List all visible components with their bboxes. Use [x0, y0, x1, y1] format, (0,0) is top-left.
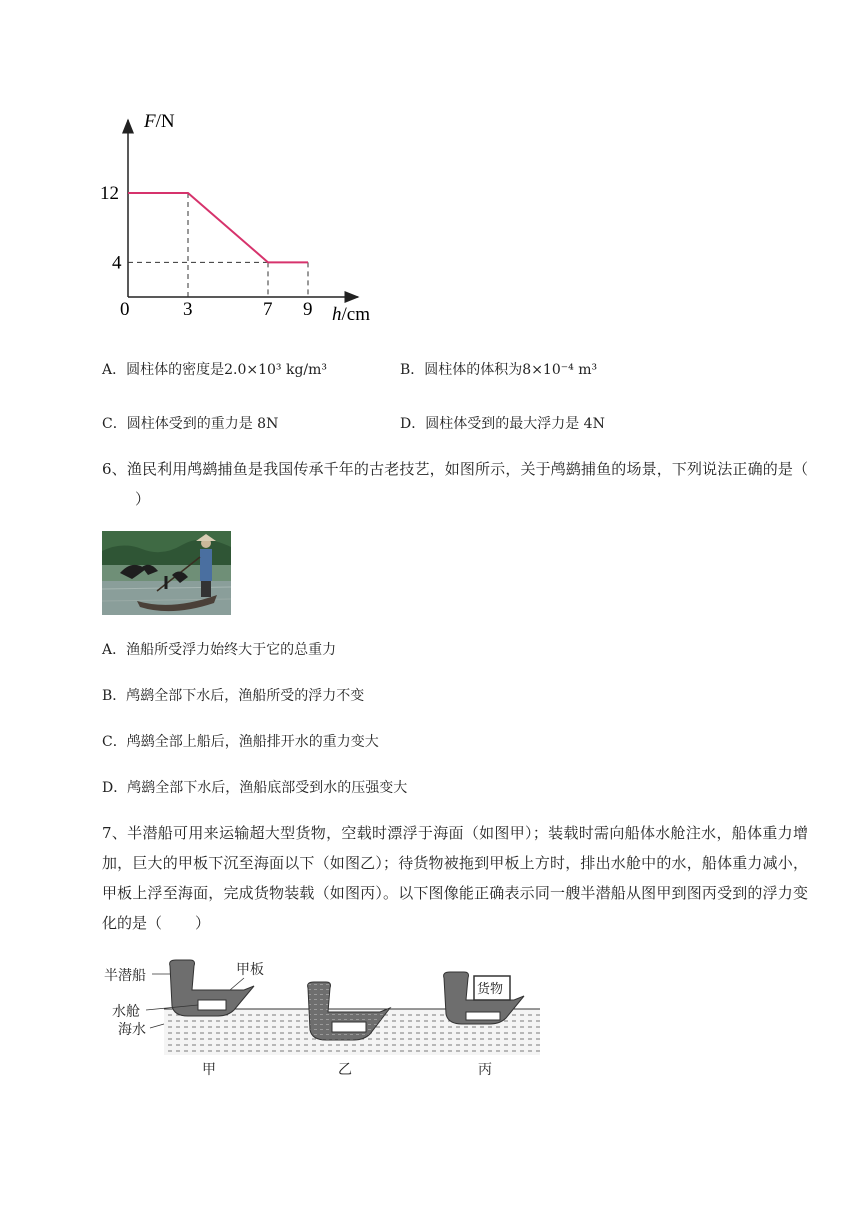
label-ship: 半潜船 — [104, 969, 146, 984]
x-tick-label: 9 — [303, 299, 313, 320]
y-tick-label: 12 — [100, 182, 119, 204]
q6-stem: 6、渔民利用鸬鹚捕鱼是我国传承千年的古老技艺，如图所示，关于鸬鹚捕鱼的场景，下列说法正确的是（） — [102, 460, 808, 508]
q6-option-b[interactable]: B．鸬鹚全部下水后，渔船所受的浮力不变 — [102, 688, 365, 704]
q5-option-d[interactable]: D．圆柱体受到的最大浮力是 4N — [400, 416, 605, 432]
q6-option-a[interactable]: A．渔船所受浮力始终大于它的总重力 — [102, 642, 337, 658]
x-axis-label: h/cm — [332, 304, 370, 325]
label-deck: 甲板 — [236, 963, 264, 978]
q7-stem: 7、半潜船可用来运输超大型货物，空载时漂浮于海面（如图甲）；装载时需向船体水舱注水，船体重力增加，巨大的甲板下沉至海面以下（如图乙）；待货物被拖到甲板上方时，排出水舱中的水，船体重力减小，甲板上浮至海面，完成货物装载（如图丙）。以下图像能正确表示同一艘半潜船从图甲到图丙受到的浮力变化的是（ ） — [102, 824, 808, 932]
force-depth-graph — [100, 104, 390, 330]
q5-option-c[interactable]: C．圆柱体受到的重力是 8N — [102, 416, 279, 432]
water-tank-b — [332, 1022, 366, 1032]
caption-b: 乙 — [338, 1063, 352, 1078]
q6-option-c[interactable]: C．鸬鹚全部上船后，渔船排开水的重力变大 — [102, 734, 379, 750]
q5-option-a[interactable]: A．圆柱体的密度是2.0×10³ kg/m³ — [102, 362, 328, 378]
q6-option-d[interactable]: D．鸬鹚全部下水后，渔船底部受到水的压强变大 — [102, 780, 408, 796]
water-tank-a — [198, 1000, 226, 1010]
origin-label: 0 — [120, 299, 130, 320]
force-line — [128, 193, 308, 262]
label-sea: 海水 — [118, 1023, 146, 1038]
caption-a: 甲 — [202, 1063, 216, 1078]
semi-submersible-figure — [104, 952, 550, 1082]
x-tick-label: 7 — [263, 299, 273, 320]
q5-option-b[interactable]: B．圆柱体的体积为8×10⁻⁴ m³ — [400, 362, 598, 378]
cormorant-fishing-photo — [102, 531, 231, 615]
x-tick-label: 3 — [183, 299, 193, 320]
y-tick-label: 4 — [112, 252, 122, 274]
label-tank: 水舱 — [112, 1005, 140, 1020]
caption-c: 丙 — [478, 1063, 492, 1078]
label-cargo: 货物 — [477, 981, 504, 996]
y-axis-label: F/N — [144, 111, 175, 132]
water-tank-c — [466, 1012, 500, 1020]
